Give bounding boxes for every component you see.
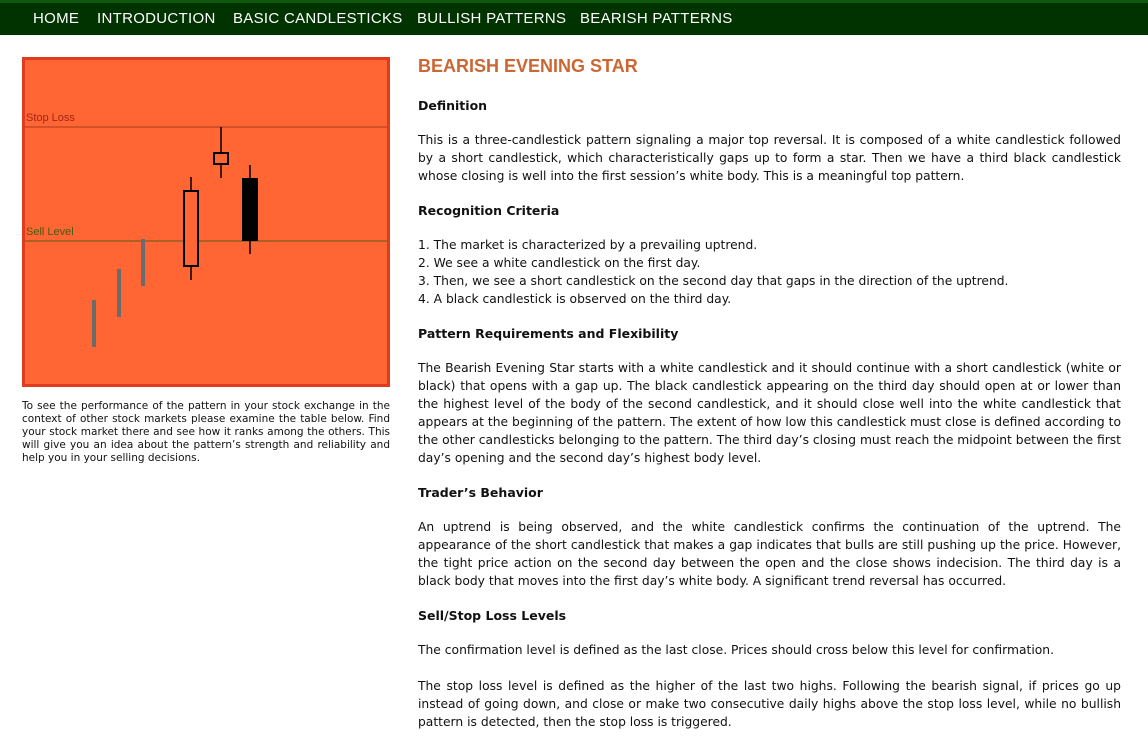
pattern-illustration (22, 57, 390, 387)
nav-bearish-patterns[interactable]: BEARISH PATTERNS (580, 10, 733, 27)
recognition-heading: Recognition Criteria (418, 203, 560, 218)
definition-heading: Definition (418, 98, 488, 113)
behavior-heading: Trader’s Behavior (418, 485, 543, 500)
recognition-section (418, 203, 1121, 308)
page-title: BEARISH EVENING STAR (418, 56, 638, 76)
requirements-section (418, 326, 1121, 467)
nav-bullish-patterns[interactable]: BULLISH PATTERNS (417, 10, 567, 27)
recognition-list (418, 236, 1121, 308)
requirements-heading: Pattern Requirements and Flexibility (418, 326, 679, 341)
top-nav (0, 0, 1148, 35)
illustration-caption: To see the performance of the pattern in your stock exchange in the context of other stock markets please examine the table below. Find your stock market there and see how it ranks among the others. This will give you an idea about the pattern’s strength and reliability and help you in your selling decisions. (22, 400, 390, 464)
confirmation-level-text: The confirmation level is defined as the last close. Prices should cross below this level for confirmation. (418, 643, 1054, 657)
star-candlestick (214, 153, 228, 164)
levels-heading: Sell/Stop Loss Levels (418, 608, 567, 623)
stop-loss-level-text: The stop loss level is defined as the higher of the last two highs. Following the bearish signal, if prices go up instead of going down, and close or make two consecutive daily highs above the stop loss level, while no bullish pattern is detected, then the stop loss is triggered. (418, 679, 1121, 729)
candlestick-diagram (25, 60, 387, 384)
nav-home[interactable]: HOME (33, 10, 80, 27)
black-candlestick (242, 178, 258, 241)
uptrend-candle-2 (117, 269, 121, 317)
list-item: 4. A black candlestick is observed on the third day. (418, 292, 732, 306)
requirements-text: The Bearish Evening Star starts with a white candlestick and it should continue with a short candlestick (white or black) that opens with a gap up. The black candlestick appearing on the third day should open at or lower than the highest level of the body of the second candlestick, and it should close well into the white candlestick that appears at the beginning of the pattern. The extent of how low this candlestick must close is defined according to the other candlesticks belonging to the pattern. The third day’s closing must reach the midpoint between the first day’s opening and the second day’s highest body level. (418, 361, 1121, 465)
list-item: 1. The market is characterized by a prevailing uptrend. (418, 238, 758, 252)
nav-introduction[interactable]: INTRODUCTION (97, 10, 216, 27)
uptrend-candle-1 (92, 300, 96, 347)
stop-loss-label: Stop Loss (26, 112, 75, 124)
sell-level-label: Sell Level (26, 226, 74, 238)
definition-text: This is a three-candlestick pattern signaling a major top reversal. It is composed of a white candlestick followed by a short candlestick, which characteristically gaps up to form a star. Then we have a third black candlestick whose closing is well into the first session’s white body. This is a meaningful top pattern. (418, 133, 1121, 183)
definition-section (418, 98, 1121, 185)
uptrend-candle-3 (141, 239, 145, 286)
list-item: 2. We see a white candlestick on the first day. (418, 256, 701, 270)
nav-basic-candlesticks[interactable]: BASIC CANDLESTICKS (233, 10, 403, 27)
levels-section (418, 608, 1121, 731)
white-candlestick (184, 191, 198, 266)
list-item: 3. Then, we see a short candlestick on the second day that gaps in the direction of the uptrend. (418, 274, 1009, 288)
behavior-section (418, 485, 1121, 590)
behavior-text: An uptrend is being observed, and the white candlestick confirms the continuation of the uptrend. The appearance of the short candlestick that makes a gap indicates that bulls are still pushing up the price. However, the tight price action on the second day between the open and the close shows indecision. The third day is a black body that moves into the first day’s white body. A significant trend reversal has occurred. (418, 520, 1121, 588)
